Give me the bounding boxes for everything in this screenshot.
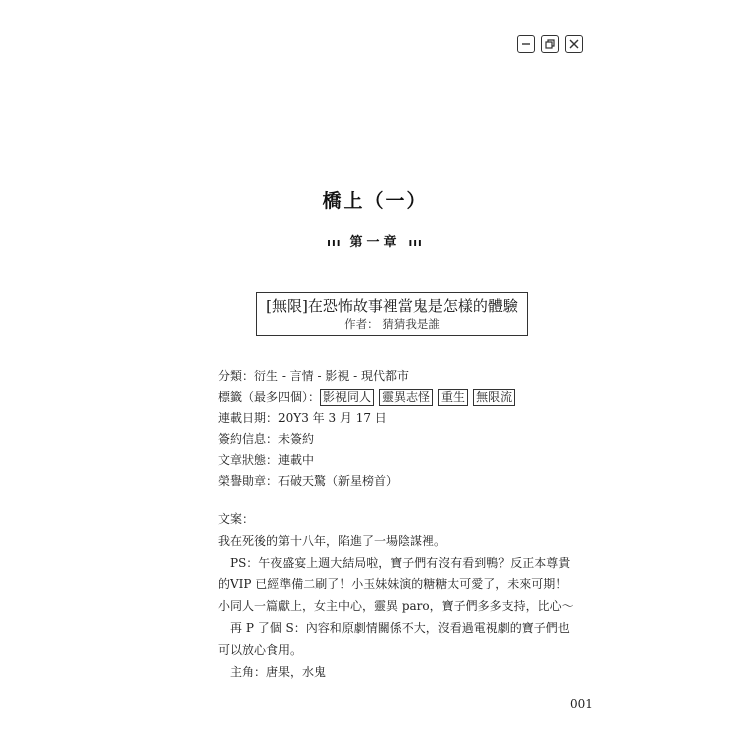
decorative-bars-left: ııı bbox=[327, 236, 342, 249]
date-line: 連載日期：20Y3 年 3 月 17 日 bbox=[218, 411, 387, 425]
status-line: 文章狀態：連載中 bbox=[218, 453, 315, 467]
book-author: 作者： 猜猜我是誰 bbox=[344, 317, 440, 331]
tag[interactable]: 無限流 bbox=[473, 389, 515, 406]
synopsis-ps: PS：午夜盛宴上週大結局啦，寶子們有沒有看到鴨？反正本尊貴的VIP 已經準備二刷了！小玉妹妹演的糖糖太可愛了，未來可期！小同人一篇獻上，女主中心，靈異 paro，寶子們多多支持，比心～ bbox=[218, 555, 574, 614]
decorative-bars-right: ııı bbox=[408, 236, 423, 249]
book-title: [無限]在恐怖故事裡當鬼是怎樣的體驗 bbox=[266, 297, 518, 315]
tags-label: 標籤（最多四個）： bbox=[218, 390, 321, 404]
restore-icon[interactable] bbox=[541, 35, 559, 53]
chapter-title: 橋上（一） bbox=[322, 190, 428, 212]
tag[interactable]: 重生 bbox=[438, 389, 468, 406]
tag[interactable]: 影視同人 bbox=[320, 389, 374, 406]
tags-line bbox=[218, 387, 520, 408]
synopsis-leads: 主角：唐果，水鬼 bbox=[230, 664, 327, 679]
honor-line: 榮譽勛章：石破天驚（新星榜首） bbox=[218, 474, 399, 488]
close-icon[interactable] bbox=[565, 35, 583, 53]
tag[interactable]: 靈異志怪 bbox=[379, 389, 433, 406]
chapter-number: 第一章 bbox=[349, 235, 401, 250]
synopsis-line: 我在死後的第十八年，陷進了一場陰謀裡。 bbox=[218, 533, 447, 548]
synopsis-ps2: 再 P 了個 S：內容和原劇情關係不大，沒看過電視劇的寶子們也可以放心食用。 bbox=[218, 620, 570, 657]
category-line: 分類：衍生 - 言情 - 影視 - 現代都市 bbox=[218, 369, 410, 383]
window-controls bbox=[517, 35, 583, 53]
minimize-icon[interactable] bbox=[517, 35, 535, 53]
synopsis-heading: 文案： bbox=[218, 512, 255, 526]
synopsis bbox=[218, 509, 576, 683]
contract-line: 簽約信息：未簽約 bbox=[218, 432, 315, 446]
book-metadata bbox=[218, 366, 520, 492]
page-number: 001 bbox=[570, 697, 593, 711]
chapter-subtitle bbox=[0, 231, 750, 250]
book-title-box bbox=[256, 292, 528, 336]
